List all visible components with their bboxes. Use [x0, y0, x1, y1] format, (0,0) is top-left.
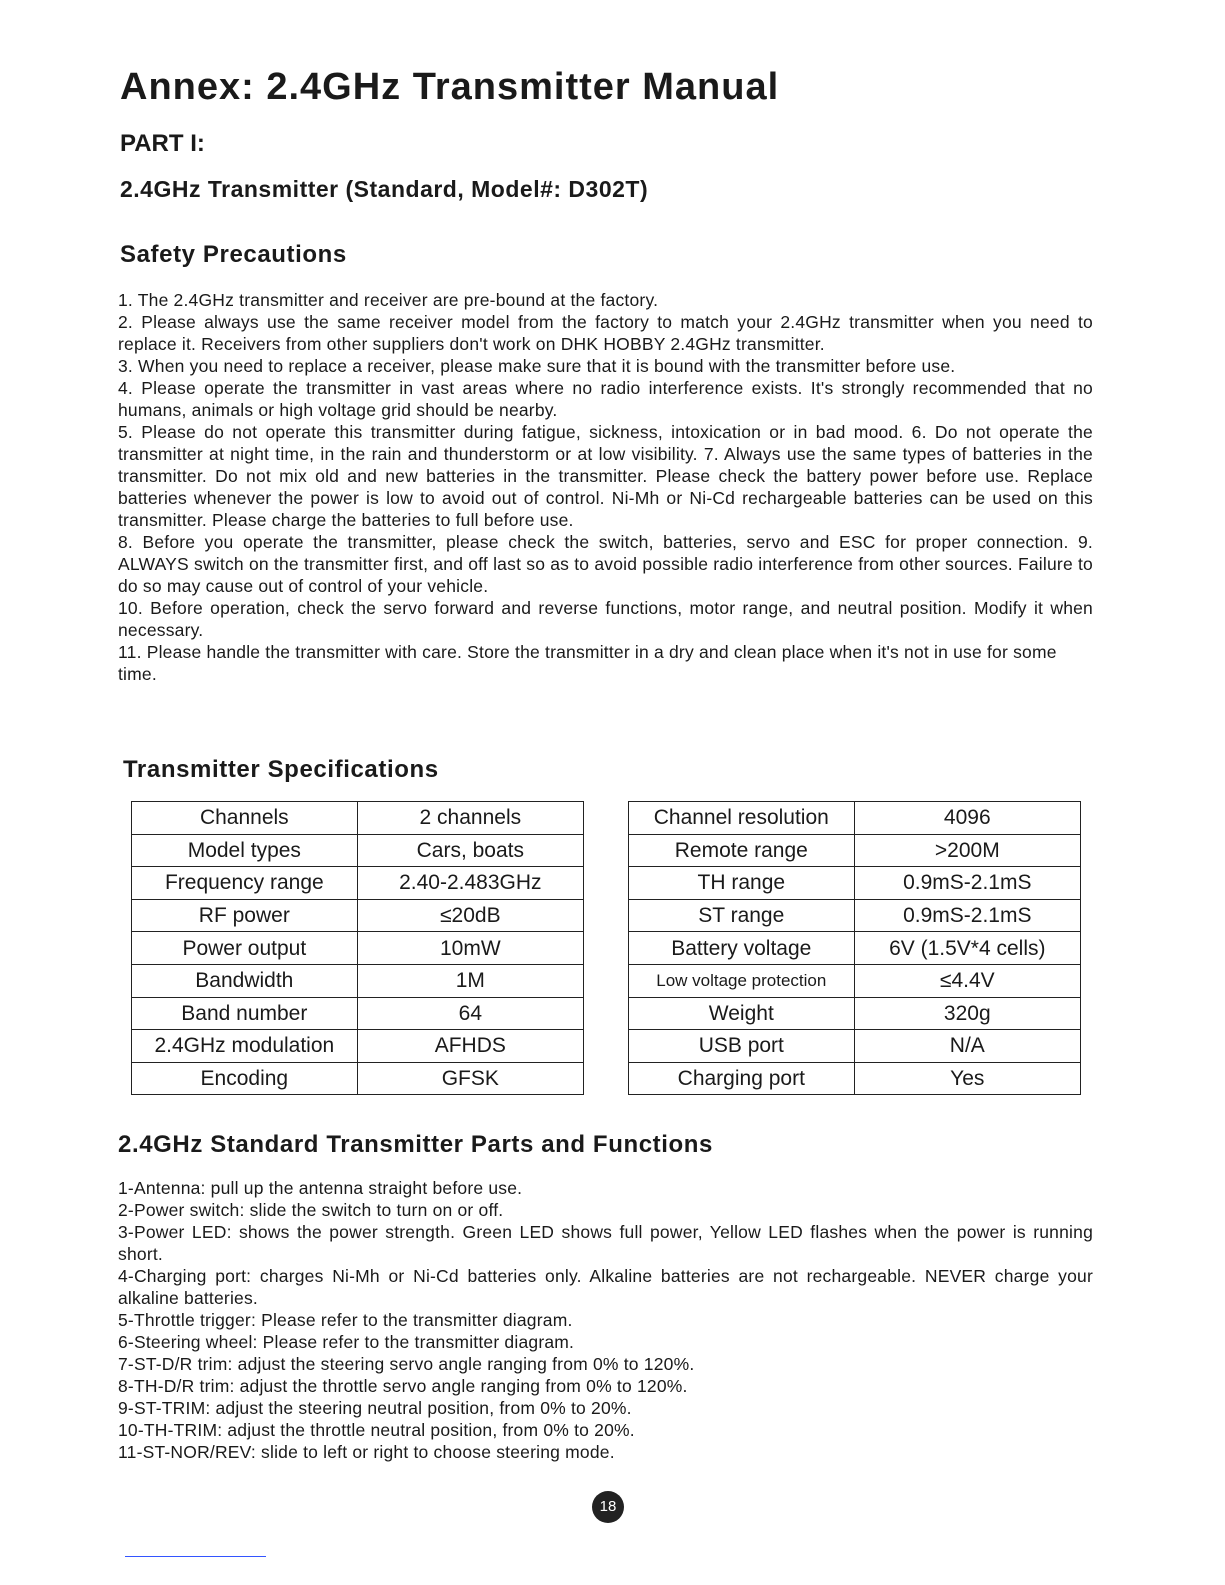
parts-item-11: 11-ST-NOR/REV: slide to left or right to choose steering mode. — [118, 1442, 615, 1462]
spec-left-row — [132, 997, 584, 1030]
spec-label: Power output — [132, 932, 358, 965]
safety-item-10: 10. Before operation, check the servo forward and reverse functions, motor range, and neutral position. Modify it when necessary. — [118, 598, 1093, 640]
safety-item-5-7: 5. Please do not operate this transmitter during fatigue, sickness, intoxication or in bad mood. 6. Do not operate the transmitter at night time, in the rain and thunderstorm or at low visibility. 7. Always use the same types of batteries in the transmitter. Do not mix old and new batteries in the transmitter. Please check the battery power before use. Replace batteries whenever the power is low to avoid out of control. Ni-Mh or Ni-Cd rechargeable batteries can be used on this transmitter. Please charge the batteries to full before use. — [118, 422, 1093, 530]
parts-item-9: 9-ST-TRIM: adjust the steering neutral position, from 0% to 20%. — [118, 1398, 632, 1418]
spec-table-left — [131, 801, 584, 1095]
spec-label: Weight — [629, 997, 855, 1030]
spec-value: Cars, boats — [357, 834, 583, 867]
parts-item-5: 5-Throttle trigger: Please refer to the transmitter diagram. — [118, 1310, 573, 1330]
spec-value: AFHDS — [357, 1030, 583, 1063]
safety-item-11: 11. Please handle the transmitter with care. Store the transmitter in a dry and clean place when it's not in use for some time. — [118, 642, 1057, 684]
spec-label: Encoding — [132, 1062, 358, 1095]
spec-value: 2 channels — [357, 802, 583, 835]
spec-left-row — [132, 1062, 584, 1095]
parts-item-2: 2-Power switch: slide the switch to turn on or off. — [118, 1200, 504, 1220]
safety-item-8-9: 8. Before you operate the transmitter, please check the switch, batteries, servo and ESC for proper connection. 9. ALWAYS switch on the transmitter first, and off last so as to avoid possible radio interference from other sources. Failure to do so may cause out of control of your vehicle. — [118, 532, 1093, 596]
spec-value: ≤4.4V — [854, 964, 1080, 997]
spec-value: 4096 — [854, 802, 1080, 835]
spec-right-row — [629, 1062, 1081, 1095]
spec-value: GFSK — [357, 1062, 583, 1095]
spec-label: Charging port — [629, 1062, 855, 1095]
safety-heading: Safety Precautions — [120, 241, 347, 268]
parts-item-4: 4-Charging port: charges Ni-Mh or Ni-Cd batteries only. Alkaline batteries are not rechargeable. NEVER charge your alkaline batteries. — [118, 1266, 1093, 1308]
spec-value: 1M — [357, 964, 583, 997]
spec-right-row — [629, 932, 1081, 965]
spec-value: 10mW — [357, 932, 583, 965]
parts-item-3: 3-Power LED: shows the power strength. Green LED shows full power, Yellow LED flashes when the power is running short. — [118, 1222, 1093, 1264]
safety-item-1: 1. The 2.4GHz transmitter and receiver are pre-bound at the factory. — [118, 290, 659, 310]
spec-label: 2.4GHz modulation — [132, 1030, 358, 1063]
spec-right-row — [629, 834, 1081, 867]
parts-item-10: 10-TH-TRIM: adjust the throttle neutral position, from 0% to 20%. — [118, 1420, 635, 1440]
safety-precautions-text — [118, 289, 1093, 685]
spec-right-row — [629, 802, 1081, 835]
spec-value: 0.9mS-2.1mS — [854, 899, 1080, 932]
transmitter-subtitle: 2.4GHz Transmitter (Standard, Model#: D302T) — [120, 176, 649, 202]
spec-value: 2.40-2.483GHz — [357, 867, 583, 900]
spec-label: Channel resolution — [629, 802, 855, 835]
spec-left-row — [132, 802, 584, 835]
safety-item-3: 3. When you need to replace a receiver, please make sure that it is bound with the transmitter before use. — [118, 356, 956, 376]
spec-value: 64 — [357, 997, 583, 1030]
parts-functions-text — [118, 1177, 1093, 1463]
part-label: PART I: — [120, 130, 205, 157]
spec-label: Model types — [132, 834, 358, 867]
spec-left-row — [132, 1030, 584, 1063]
spec-left-row — [132, 932, 584, 965]
safety-item-2: 2. Please always use the same receiver model from the factory to match your 2.4GHz transmitter when you need to replace it. Receivers from other suppliers don't work on DHK HOBBY 2.4GHz transmitter. — [118, 312, 1093, 354]
spec-label: USB port — [629, 1030, 855, 1063]
spec-right-row — [629, 899, 1081, 932]
spec-left-row — [132, 867, 584, 900]
spec-right-row — [629, 997, 1081, 1030]
spec-label: TH range — [629, 867, 855, 900]
spec-label: Battery voltage — [629, 932, 855, 965]
page-title: Annex: 2.4GHz Transmitter Manual — [120, 66, 780, 108]
spec-label: Band number — [132, 997, 358, 1030]
spec-table-right — [628, 801, 1081, 1095]
safety-item-4: 4. Please operate the transmitter in vast areas where no radio interference exists. It's strongly recommended that no humans, animals or high voltage grid should be nearby. — [118, 378, 1093, 420]
spec-label: Channels — [132, 802, 358, 835]
spec-value: Yes — [854, 1062, 1080, 1095]
spec-left-row — [132, 834, 584, 867]
spec-label: Bandwidth — [132, 964, 358, 997]
spec-value: 320g — [854, 997, 1080, 1030]
spec-label: Low voltage protection — [629, 964, 855, 997]
spec-label: Frequency range — [132, 867, 358, 900]
spec-left-row — [132, 964, 584, 997]
footer-rule — [125, 1556, 266, 1557]
spec-label: Remote range — [629, 834, 855, 867]
spec-value: 0.9mS-2.1mS — [854, 867, 1080, 900]
spec-value: N/A — [854, 1030, 1080, 1063]
parts-item-7: 7-ST-D/R trim: adjust the steering servo angle ranging from 0% to 120%. — [118, 1354, 695, 1374]
specifications-heading: Transmitter Specifications — [123, 756, 439, 783]
parts-item-1: 1-Antenna: pull up the antenna straight before use. — [118, 1178, 523, 1198]
spec-label: RF power — [132, 899, 358, 932]
spec-value: ≤20dB — [357, 899, 583, 932]
parts-heading: 2.4GHz Standard Transmitter Parts and Functions — [118, 1131, 713, 1158]
spec-value: >200M — [854, 834, 1080, 867]
spec-value: 6V (1.5V*4 cells) — [854, 932, 1080, 965]
spec-left-row — [132, 899, 584, 932]
parts-item-8: 8-TH-D/R trim: adjust the throttle servo angle ranging from 0% to 120%. — [118, 1376, 688, 1396]
spec-right-row — [629, 1030, 1081, 1063]
spec-label: ST range — [629, 899, 855, 932]
page-number-badge: 18 — [592, 1491, 624, 1523]
spec-right-row — [629, 867, 1081, 900]
parts-item-6: 6-Steering wheel: Please refer to the transmitter diagram. — [118, 1332, 575, 1352]
spec-right-row — [629, 964, 1081, 997]
